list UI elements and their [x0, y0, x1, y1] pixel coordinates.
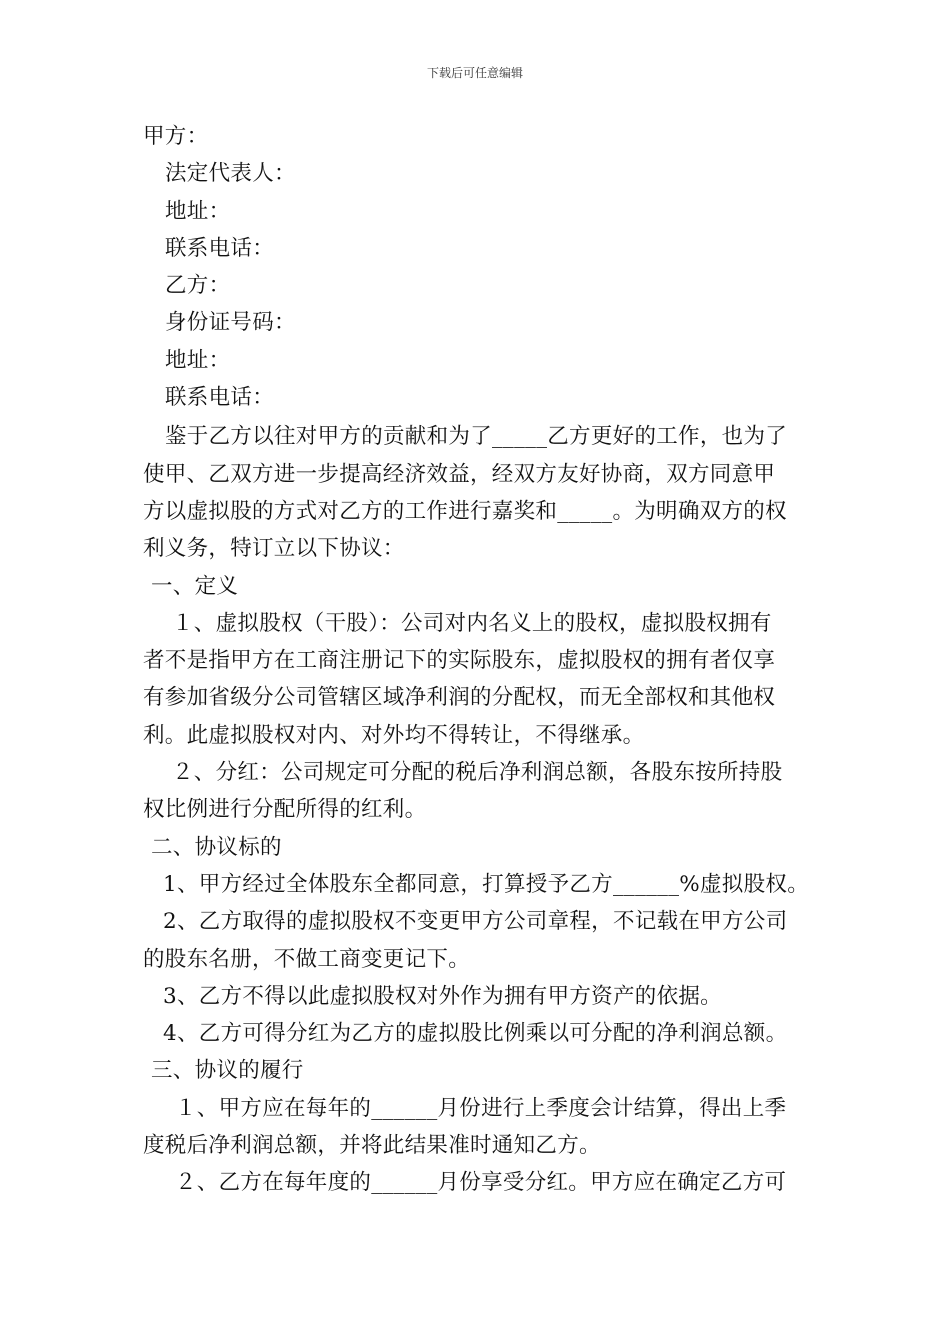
party-a-address-label: 地址：: [165, 198, 231, 224]
preamble-line: 鉴于乙方以往对甲方的贡献和为了_____乙方更好的工作，也为了: [165, 424, 788, 450]
page-header: 下载后可任意编辑: [426, 66, 523, 80]
section-heading-definitions: 一、定义: [151, 573, 239, 599]
id-number-label: 身份证号码：: [165, 310, 296, 336]
clause-line: 度税后净利润总额，并将此结果准时通知乙方。: [143, 1133, 601, 1159]
legal-representative-label: 法定代表人：: [165, 161, 296, 187]
preamble-line: 方以虚拟股的方式对乙方的工作进行嘉奖和_____。为明确双方的权: [143, 498, 787, 524]
party-a-label: 甲方：: [143, 124, 209, 149]
preamble-line: 利义务，特订立以下协议：: [143, 536, 405, 562]
clause-line: 权比例进行分配所得的红利。: [143, 797, 427, 823]
party-a-phone-label: 联系电话：: [165, 235, 275, 261]
clause-line: 4、乙方可得分红为乙方的虚拟股比例乘以可分配的净利润总额。: [163, 1021, 788, 1047]
party-b-phone-label: 联系电话：: [165, 385, 275, 411]
clause-line: ２、分红：公司规定可分配的税后净利润总额，各股东按所持股: [172, 760, 783, 786]
clause-line: ２、乙方在每年度的______月份享受分红。甲方应在确定乙方可: [175, 1170, 787, 1196]
clause-line: 2、乙方取得的虚拟股权不变更甲方公司章程，不记载在甲方公司: [163, 909, 788, 935]
clause-line: 1、甲方经过全体股东全都同意，打算授予乙方______%虚拟股权。: [163, 871, 810, 897]
document-body: [143, 118, 813, 1202]
clause-line: 的股东名册，不做工商变更记下。: [143, 946, 471, 972]
party-b-address-label: 地址：: [165, 347, 231, 373]
preamble-line: 使甲、乙双方进一步提高经济效益，经双方友好协商，双方同意甲: [143, 461, 776, 487]
clause-line: 3、乙方不得以此虚拟股权对外作为拥有甲方资产的依据。: [163, 983, 722, 1009]
section-heading-subject: 二、协议标的: [151, 834, 282, 860]
clause-line: 利。此虚拟股权对内、对外均不得转让，不得继承。: [143, 722, 645, 748]
section-heading-performance: 三、协议的履行: [151, 1058, 304, 1084]
clause-line: １、虚拟股权（干股）：公司对内名义上的股权，虚拟股权拥有: [172, 610, 772, 636]
clause-line: １、甲方应在每年的______月份进行上季度会计结算，得出上季: [175, 1095, 787, 1121]
party-b-label: 乙方：: [165, 273, 231, 299]
clause-line: 有参加省级分公司管辖区域净利润的分配权，而无全部权和其他权: [143, 685, 776, 711]
clause-line: 者不是指甲方在工商注册记下的实际股东，虚拟股权的拥有者仅享: [143, 648, 776, 674]
